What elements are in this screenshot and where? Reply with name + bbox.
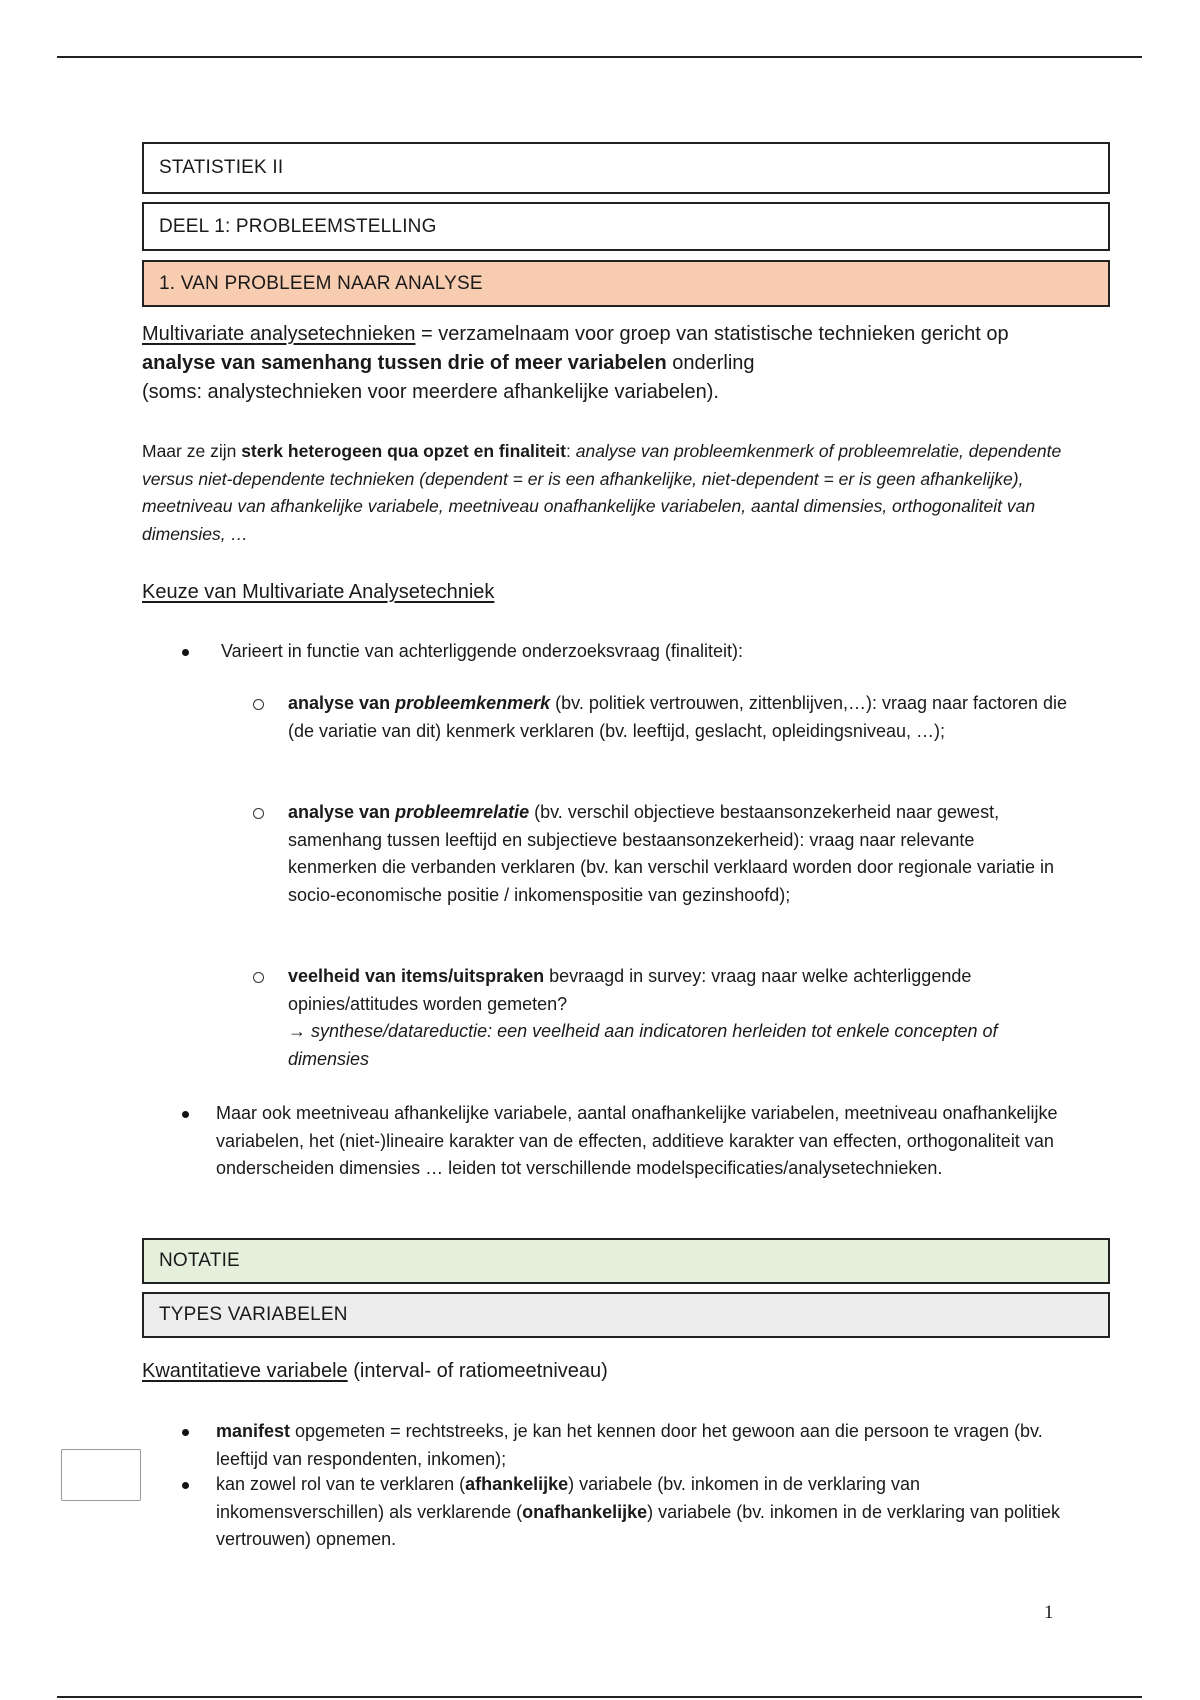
hetero-text-1: Maar ze zijn <box>142 441 242 461</box>
part-title: DEEL 1: PROBLEEMSTELLING <box>159 215 437 237</box>
sub-bullet-ring <box>253 808 264 819</box>
qb2-bold-2: onafhankelijke <box>522 1501 648 1522</box>
course-title-box <box>142 142 1110 194</box>
qb1-rest: opgemeten = rechtstreeks, je kan het kennen door het gewoon aan die persoon te vragen (bv. leeftijd van respondenten, inkomen); <box>216 1421 1043 1469</box>
intro-term: Multivariate analysetechnieken <box>142 323 416 345</box>
margin-note-box <box>61 1449 141 1501</box>
bullet-dot <box>182 1482 189 1489</box>
choice-title: Keuze van Multivariate Analysetechniek <box>142 581 495 603</box>
sub-item-text <box>288 963 1068 1073</box>
sub3-rest: bevraagd in survey: vraag naar welke achterliggende opinies/attitudes worden gemeten? <box>288 966 972 1014</box>
chapter-title: 1. VAN PROBLEEM NAAR ANALYSE <box>159 272 483 294</box>
bullet-manifest-text <box>216 1418 1076 1473</box>
top-rule <box>57 56 1142 58</box>
types-title: TYPES VARIABELEN <box>159 1304 348 1325</box>
course-title: STATISTIEK II <box>159 157 284 178</box>
sub-item-text <box>288 799 1068 909</box>
intro-bold: analyse van samenhang tussen drie of meer variabelen <box>142 352 667 374</box>
bullet-finaliteit-text: Varieert in functie van achterliggende onderzoeksvraag (finaliteit): <box>221 641 743 661</box>
quant-title-line <box>142 1357 1092 1386</box>
hetero-italic: analyse van probleemkenmerk of probleemrelatie, dependente versus niet-dependente technieken (dependent = er is een afhankelijke, niet-dependent = er is geen afhankelijke), meetniveau van afhankelijke variabele, meetniveau onafhankelijke variabelen, aantal dimensies, orthogonaliteit van dimensies, … <box>142 441 1062 544</box>
sub-item-text <box>288 690 1068 745</box>
bullet-dot <box>182 1429 189 1436</box>
sub-bullet-ring <box>253 699 264 710</box>
intro-text-3: (soms: analystechnieken voor meerdere afhankelijke variabelen). <box>142 381 719 403</box>
sub2-rest: (bv. verschil objectieve bestaansonzekerheid naar gewest, samenhang tussen leeftijd en subjectieve bestaansonzekerheid): vraag naar relevante kenmerken die verbanden verklaren (bv. kan verschil verklaard worden door regionale variatie in socio-economische positie / inkomenspositie van gezinshoofd); <box>288 802 1055 905</box>
intro-paragraph <box>142 320 1042 407</box>
part-title-box <box>142 202 1110 251</box>
hetero-bold: sterk heterogeen qua opzet en finaliteit <box>241 441 566 461</box>
sub1-bold: analyse van <box>288 693 396 713</box>
sub-bullet-ring <box>253 972 264 983</box>
bullet-meetniveau-text: Maar ook meetniveau afhankelijke variabele, aantal onafhankelijke variabelen, meetniveau onafhankelijke variabelen, het (niet-)lineaire karakter van de effecten, additieve karakter van effecten, orthogonaliteit van onderscheiden dimensies … leiden tot verschillende modelspecificaties/analysetechnieken. <box>216 1103 1058 1178</box>
intro-text-2: onderling <box>666 352 755 374</box>
sub3-bold: veelheid van items/uitspraken <box>288 966 545 986</box>
hetero-text-2: : <box>566 441 576 461</box>
qb2-bold-1: afhankelijke <box>465 1474 569 1494</box>
page-number: 1 <box>1044 1602 1054 1623</box>
notation-box <box>142 1238 1110 1284</box>
sub2-bold: analyse van <box>288 802 396 822</box>
bullet-rol-text <box>216 1471 1076 1554</box>
bottom-rule <box>57 1696 1142 1698</box>
chapter-title-box <box>142 260 1110 307</box>
bullet-dot <box>182 649 189 656</box>
notation-title: NOTATIE <box>159 1250 240 1271</box>
hetero-paragraph <box>142 438 1062 548</box>
quant-title-rest: (interval- of ratiomeetniveau) <box>347 1360 608 1382</box>
sub1-rest: (bv. politiek vertrouwen, zittenblijven,…): vraag naar factoren die (de variatie van dit) kenmerk verklaren (bv. leeftijd, geslacht, opleidingsniveau, …); <box>288 693 1068 741</box>
intro-text-1: = verzamelnaam voor groep van statistische technieken gericht op <box>415 323 1009 345</box>
qb2-text-1: kan zowel rol van te verklaren ( <box>216 1474 466 1494</box>
sub1-bold-italic: probleemkenmerk <box>395 693 551 713</box>
types-box <box>142 1292 1110 1338</box>
quant-title: Kwantitatieve variabele <box>142 1360 348 1382</box>
sub2-bold-italic: probleemrelatie <box>395 802 530 822</box>
qb2-text-2: ) variabele (bv. inkomen in de verklaring van inkomensverschillen) als verklarende ( <box>216 1474 921 1522</box>
sub3-arrow-note: → synthese/datareductie: een veelheid aan indicatoren herleiden tot enkele concepten of dimensies <box>288 1021 998 1069</box>
bullet-dot <box>182 1111 189 1118</box>
qb1-bold: manifest <box>216 1421 291 1441</box>
qb2-text-3: ) variabele (bv. inkomen in de verklaring van politiek vertrouwen) opnemen. <box>216 1501 1061 1549</box>
